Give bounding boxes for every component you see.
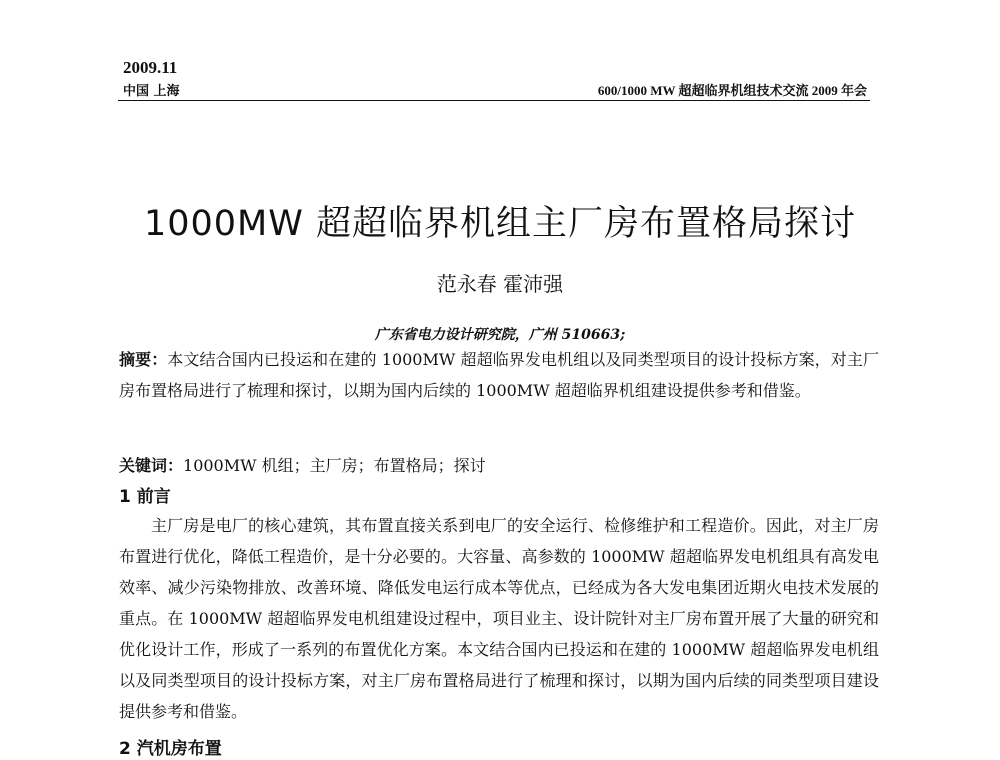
keywords-text: 1000MW 机组；主厂房；布置格局；探讨 <box>183 456 486 475</box>
paper-title: 1000MW 超超临界机组主厂房布置格局探讨 <box>143 204 856 244</box>
paper-affiliation: 广东省电力设计研究院，广州 510663; <box>374 327 626 343</box>
section-2-heading: 2 汽机房布置 <box>119 739 222 759</box>
keywords <box>119 450 879 481</box>
paper-authors: 范永春 霍沛强 <box>436 272 564 296</box>
header-location: 中国 上海 <box>123 84 180 99</box>
keywords-label: 关键词： <box>119 456 184 475</box>
abstract <box>119 344 879 406</box>
abstract-text: 本文结合国内已投运和在建的 1000MW 超超临界发电机组以及同类型项目的设计投标方案，对主厂房布置格局进行了梳理和探讨，以期为国内后续的 1000MW 超超临界机组建设提供参考和借鉴。 <box>119 350 879 400</box>
header-year: 2009.11 <box>123 58 178 77</box>
section-1-heading: 1 前言 <box>119 487 171 507</box>
header-conference: 600/1000 MW 超超临界机组技术交流 2009 年会 <box>597 83 867 98</box>
abstract-label: 摘要： <box>119 350 168 369</box>
header-rule <box>118 100 870 101</box>
section-1-paragraph: 主厂房是电厂的核心建筑，其布置直接关系到电厂的安全运行、检修维护和工程造价。因此，对主厂房布置进行优化，降低工程造价，是十分必要的。大容量、高参数的 1000MW 超超临界发电机组具有高发电效率、减少污染物排放、改善环境、降低发电运行成本等优点，已经成为各大发电集团近期火电技术发展的重点。在 1000MW 超超临界发电机组建设过程中，项目业主、设计院针对主厂房布置开展了大量的研究和优化设计工作，形成了一系列的布置优化方案。本文结合国内已投运和在建的 1000MW 超超临界发电机组以及同类型项目的设计投标方案，对主厂房布置格局进行了梳理和探讨，以期为国内后续的同类型项目建设提供参考和借鉴。 <box>119 516 879 721</box>
